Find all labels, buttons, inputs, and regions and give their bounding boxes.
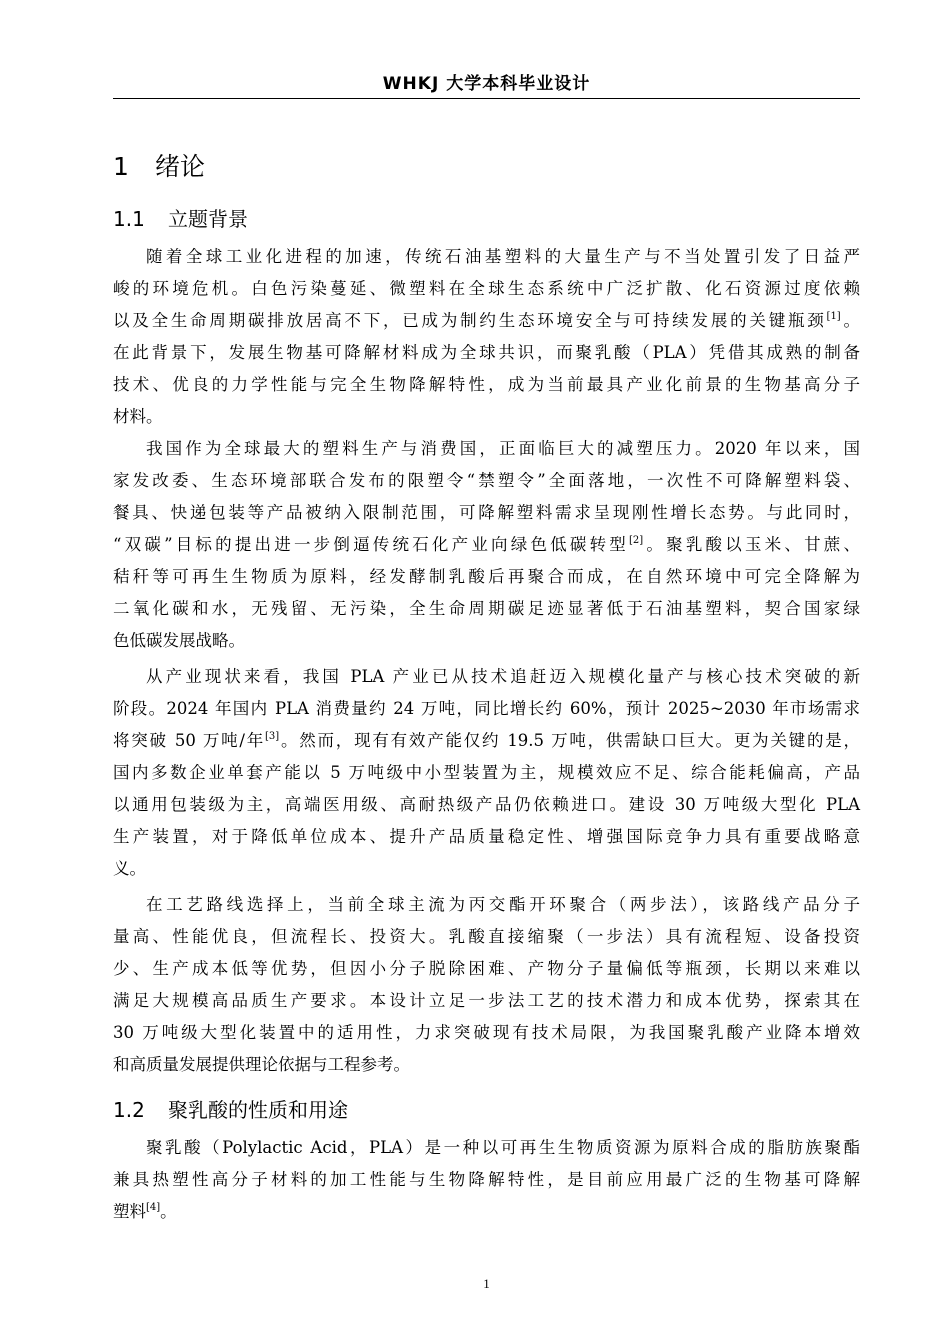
header-rule [113, 98, 860, 99]
section-number: 1.2 [113, 1098, 145, 1122]
page-number: 1 [483, 1276, 490, 1291]
chapter-number: 1 [113, 152, 129, 181]
paragraph-2: 我国作为全球最大的塑料生产与消费国，正面临巨大的减塑压力。2020 年以来，国 家发改委、生态环境部联合发布的限塑令“禁塑令”全面落地，一次性不可降解塑料袋、 餐具、快递包装等产品被纳入限制范围，可降解塑料需求呈现刚性增长态势。与此同时， “双碳”目标的提出进一步倒逼传统石化产业向绿色低碳转型[2]。聚乳酸以玉米、甘蔗、 秸秆等可再生生物质为原料，经发酵制乳酸后再聚合而成，在自然环境中可完全降解为 二氧化碳和水，无残留、无污染，全生命周期碳足迹显著低于石油基塑料，契合国家绿 色低碳发展战略。 [113, 439, 861, 650]
paragraph-1: 随着全球工业化进程的加速，传统石油基塑料的大量生产与不当处置引发了日益严 峻的环境危机。白色污染蔓延、微塑料在全球生态系统中广泛扩散、化石资源过度依赖 以及全生命周期碳排放居高不下，已成为制约生态环境安全与可持续发展的关键瓶颈[1]。 在此背景下，发展生物基可降解材料成为全球共识，而聚乳酸（PLA）凭借其成熟的制备 技术、优良的力学性能与完全生物降解特性，成为当前最具产业化前景的生物基高分子 材料。 [113, 247, 861, 426]
page-header: WHKJ 大学本科毕业设计 [382, 74, 591, 94]
chapter-title: 绪论 [155, 152, 206, 181]
paragraph-3: 从产业现状来看，我国 PLA 产业已从技术追赶迈入规模化量产与核心技术突破的新 阶段。2024 年国内 PLA 消费量约 24 万吨，同比增长约 60%，预计 2025~2030 年市场需求 将突破 50 万吨/年[3]。然而，现有有效产能仅约 19.5 万吨，供需缺口巨大。更为关键的是， 国内多数企业单套产能以 5 万吨级中小型装置为主，规模效应不足、综合能耗偏高，产品 以通用包装级为主，高端医用级、高耐热级产品仍依赖进口。建设 30 万吨级大型化 PLA 生产装置，对于降低单位成本、提升产品质量稳定性、增强国际竞争力具有重要战略意 义。 [113, 667, 860, 878]
chapter-heading [113, 147, 205, 187]
section-heading-1-2 [113, 1094, 348, 1126]
section-title: 立题背景 [168, 207, 248, 231]
paragraph-5: 聚乳酸（Polylactic Acid，PLA）是一种以可再生生物质资源为原料合成的脂肪族聚酯 兼具热塑性高分子材料的加工性能与生物降解特性，是目前应用最广泛的生物基可降解 塑料[4]。 [113, 1138, 860, 1221]
section-heading-1-1 [113, 203, 248, 235]
paragraph-4: 在工艺路线选择上，当前全球主流为丙交酯开环聚合（两步法），该路线产品分子 量高、性能优良，但流程长、投资大。乳酸直接缩聚（一步法）具有流程短、设备投资 少、生产成本低等优势，但因小分子脱除困难、产物分子量偏低等瓶颈，长期以来难以 满足大规模高品质生产要求。本设计立足一步法工艺的技术潜力和成本优势，探索其在 30 万吨级大型化装置中的适用性，力求突破现有技术局限，为我国聚乳酸产业降本增效 和高质量发展提供理论依据与工程参考。 [113, 895, 860, 1074]
section-number: 1.1 [113, 207, 145, 231]
section-title: 聚乳酸的性质和用途 [168, 1098, 348, 1122]
